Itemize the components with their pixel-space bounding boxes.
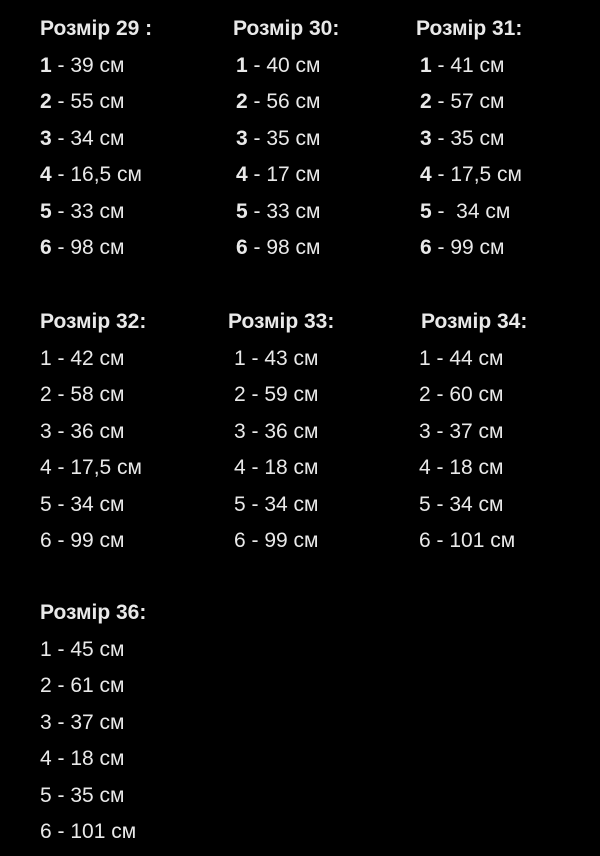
size-title: Розмір 36:	[40, 601, 147, 624]
size-title: Розмір 30:	[233, 17, 340, 40]
measure-row: 4 - 18 см	[234, 456, 319, 479]
measure-row: 2 - 58 см	[40, 383, 125, 406]
measure-row: 5 - 34 см	[419, 493, 504, 516]
measure-row: 2 - 55 см	[40, 90, 125, 113]
measure-row: 2 - 61 см	[40, 674, 125, 697]
measure-row: 6 - 99 см	[40, 529, 125, 552]
measure-row: 1 - 44 см	[419, 347, 504, 370]
measure-row: 5 - 34 см	[420, 200, 511, 223]
measure-row: 5 - 33 см	[236, 200, 321, 223]
measure-row: 5 - 34 см	[234, 493, 319, 516]
measure-row: 6 - 99 см	[234, 529, 319, 552]
measure-row: 3 - 36 см	[234, 420, 319, 443]
measure-row: 2 - 60 см	[419, 383, 504, 406]
measure-row: 2 - 59 см	[234, 383, 319, 406]
measure-row: 1 - 45 см	[40, 638, 125, 661]
measure-row: 4 - 17,5 см	[40, 456, 142, 479]
measure-row: 4 - 18 см	[40, 747, 125, 770]
measure-row: 3 - 36 см	[40, 420, 125, 443]
measure-row: 1 - 42 см	[40, 347, 125, 370]
measure-row: 4 - 16,5 см	[40, 163, 142, 186]
measure-row: 1 - 40 см	[236, 54, 321, 77]
measure-row: 6 - 101 см	[40, 820, 137, 843]
size-title: Розмір 34:	[421, 310, 528, 333]
measure-row: 3 - 34 см	[40, 127, 125, 150]
measure-row: 1 - 39 см	[40, 54, 125, 77]
measure-row: 2 - 57 см	[420, 90, 505, 113]
measure-row: 6 - 99 см	[420, 236, 505, 259]
measure-row: 3 - 37 см	[419, 420, 504, 443]
measure-row: 1 - 41 см	[420, 54, 505, 77]
measure-row: 6 - 98 см	[236, 236, 321, 259]
measure-row: 1 - 43 см	[234, 347, 319, 370]
size-title: Розмір 31:	[416, 17, 523, 40]
measure-row: 5 - 33 см	[40, 200, 125, 223]
size-title: Розмір 33:	[228, 310, 335, 333]
measure-row: 3 - 37 см	[40, 711, 125, 734]
size-title: Розмір 32:	[40, 310, 147, 333]
measure-row: 6 - 98 см	[40, 236, 125, 259]
measure-row: 3 - 35 см	[420, 127, 505, 150]
measure-row: 4 - 18 см	[419, 456, 504, 479]
size-title: Розмір 29 :	[40, 17, 153, 40]
measure-row: 6 - 101 см	[419, 529, 516, 552]
measure-row: 5 - 34 см	[40, 493, 125, 516]
measure-row: 5 - 35 см	[40, 784, 125, 807]
measure-row: 4 - 17 см	[236, 163, 321, 186]
measure-row: 3 - 35 см	[236, 127, 321, 150]
measure-row: 4 - 17,5 см	[420, 163, 522, 186]
measure-row: 2 - 56 см	[236, 90, 321, 113]
